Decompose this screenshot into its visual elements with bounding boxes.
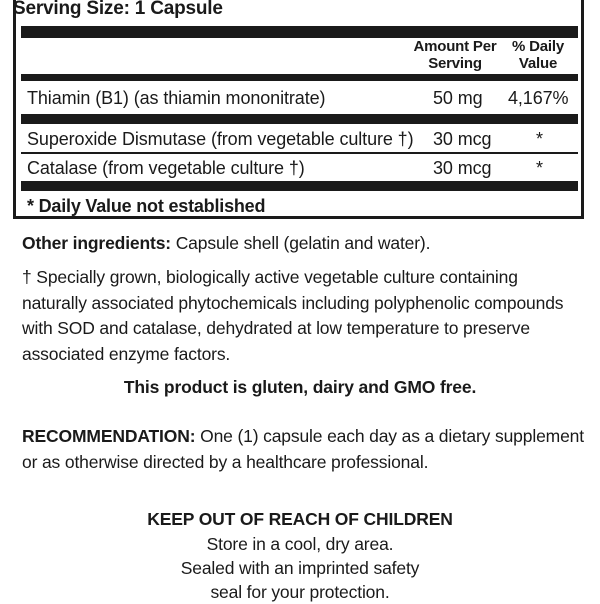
row-sod-dv: * [536,129,543,149]
thick-divider-bottom [21,181,578,191]
recommendation: RECOMMENDATION: One (1) capsule each day as a dietary supplement or as otherwise directed by a healthcare professional. [22,426,584,472]
row-sod-amount: 30 mcg [433,129,492,149]
daily-value-header: % Daily Value [512,38,564,72]
recommendation-label: RECOMMENDATION: [22,426,196,446]
row-sod-name: Superoxide Dismutase (from vegetable culture †) [27,129,414,149]
thick-divider-top [21,26,578,38]
dagger-footnote: † Specially grown, biologically active vegetable culture containing naturally associated phytochemicals including polyphenolic compounds with SOD and catalase, dehydrated at low temperature to preserve associated enzyme factors. [22,267,564,364]
other-ingredients-label: Other ingredients: [22,233,171,253]
other-ingredients-text: Capsule shell (gelatin and water). [170,233,431,253]
row-thiamin-name: Thiamin (B1) (as thiamin mononitrate) [27,88,326,108]
other-ingredients [22,231,587,257]
amount-per-serving-header: Amount Per Serving [413,38,497,72]
safety-seal-line2: seal for your protection. [210,582,390,602]
daily-value-footnote: * Daily Value not established [27,196,266,216]
row-thiamin-dv: 4,167% [508,88,569,108]
row-catalase-name: Catalase (from vegetable culture †) [27,158,305,178]
thin-divider-row [21,152,578,154]
medium-divider-header [21,74,578,81]
allergen-free-statement: This product is gluten, dairy and GMO free. [123,377,477,397]
storage-instruction: Store in a cool, dry area. [206,534,394,554]
row-thiamin-amount: 50 mg [433,88,483,108]
serving-size: Serving Size: 1 Capsule [13,0,223,19]
safety-seal-line1: Sealed with an imprinted safety [180,558,420,578]
row-catalase-amount: 30 mcg [433,158,492,178]
warning-title: KEEP OUT OF REACH OF CHILDREN [147,509,453,529]
thick-divider-rows [21,114,578,124]
row-catalase-dv: * [536,158,543,178]
